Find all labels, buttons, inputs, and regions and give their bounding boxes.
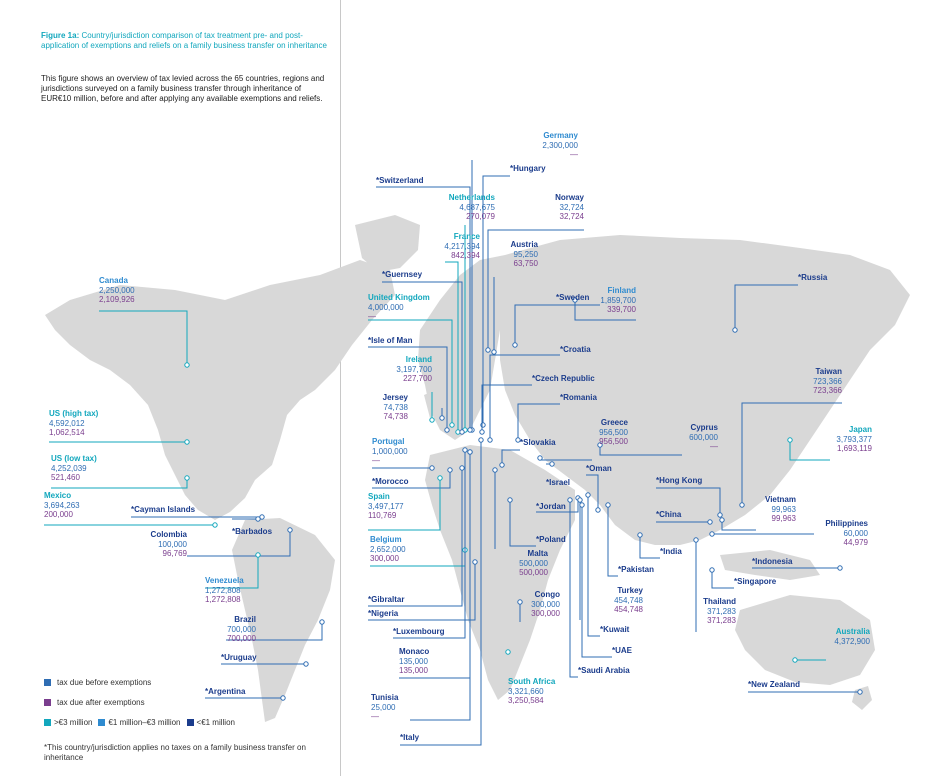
- country-name: *Uruguay: [221, 653, 257, 662]
- country-name: *Kuwait: [600, 625, 630, 634]
- country-label-us-high-tax: [49, 409, 98, 438]
- tax-after-value: 500,000: [519, 568, 548, 578]
- country-label-cayman-islands: [131, 505, 195, 515]
- country-label-oman: [586, 464, 612, 474]
- country-name: Japan: [848, 425, 872, 434]
- country-name: Turkey: [617, 586, 643, 595]
- figure-description: This figure shows an overview of tax levied across the 65 countries, regions and jurisdictions surveyed on a family business transfer through inheritance of EUR€10 million, before and after applying any available exemptions and reliefs.: [41, 74, 325, 103]
- country-name: United Kingdom: [368, 293, 430, 302]
- location-dot-pakistan: [606, 503, 610, 507]
- country-label-austria: [502, 240, 538, 269]
- tax-before-value: 723,366: [813, 376, 842, 386]
- location-dot-isle-of-man: [445, 428, 449, 432]
- location-dot-turkey: [578, 498, 582, 502]
- location-dot-luxembourg: [463, 448, 467, 452]
- location-dot-spain: [438, 476, 442, 480]
- tax-before-value: 2,652,000: [370, 544, 406, 554]
- tax-after-value: 135,000: [399, 666, 428, 676]
- location-dot-slovakia: [500, 463, 504, 467]
- tax-after-value: 110,769: [368, 511, 397, 521]
- country-name: France: [453, 232, 480, 241]
- country-label-spain: [368, 492, 404, 521]
- location-dot-guernsey: [460, 430, 464, 434]
- footnote: *This country/jurisdiction applies no taxes on a family business transfer on inheritance: [44, 743, 306, 762]
- tax-after-value: 44,979: [843, 538, 868, 548]
- tax-before-value: 4,000,000: [368, 302, 404, 312]
- tax-before-value: 4,592,012: [49, 418, 85, 428]
- country-name: *Israel: [546, 478, 571, 487]
- location-dot-uruguay: [304, 662, 308, 666]
- country-name: Venezuela: [205, 576, 244, 585]
- country-name: *Morocco: [372, 477, 409, 486]
- country-label-indonesia: [752, 557, 792, 567]
- tax-before-value: 700,000: [227, 624, 256, 634]
- country-label-uruguay: [221, 653, 257, 663]
- country-label-kuwait: [600, 625, 629, 635]
- legend-label-high: >€3 million: [54, 717, 93, 727]
- location-dot-ireland: [430, 418, 434, 422]
- tax-before-value: 4,217,394: [444, 241, 480, 251]
- country-name: South Africa: [508, 677, 556, 686]
- country-label-poland: [536, 535, 566, 545]
- location-dot-switzerland: [468, 428, 472, 432]
- location-dot-tunisia: [468, 450, 472, 454]
- tax-before-value: 956,500: [599, 427, 628, 437]
- country-name: Finland: [607, 286, 636, 295]
- tax-before-value: 3,497,177: [368, 501, 404, 511]
- country-label-portugal: [372, 437, 408, 466]
- tax-after-value: 454,748: [614, 605, 643, 615]
- tax-after-value: 1,693,119: [837, 444, 872, 454]
- country-label-india: [660, 547, 682, 557]
- tax-after-value: 3,250,584: [508, 696, 544, 706]
- location-dot-us-low-tax: [185, 476, 189, 480]
- country-label-tunisia: [371, 693, 398, 722]
- country-label-ireland: [370, 355, 432, 384]
- location-dot-poland: [508, 498, 512, 502]
- country-name: Portugal: [372, 437, 405, 446]
- legend-label-mid: €1 million–€3 million: [108, 717, 181, 727]
- tax-before-value: 1,000,000: [372, 446, 408, 456]
- legend-swatch-mid: [98, 719, 105, 726]
- location-dot-china: [708, 520, 712, 524]
- country-label-barbados: [232, 527, 272, 537]
- tax-after-value: 371,283: [707, 616, 736, 626]
- tax-after-value: 1,062,514: [49, 428, 85, 438]
- country-label-greece: [592, 418, 628, 447]
- country-label-nigeria: [368, 609, 398, 619]
- tax-before-value: 300,000: [531, 599, 560, 609]
- north-america-shape: [45, 260, 395, 520]
- country-name: *Indonesia: [752, 557, 793, 566]
- country-name: *Nigeria: [368, 609, 399, 618]
- legend-before: [44, 676, 241, 689]
- country-label-slovakia: [520, 438, 556, 448]
- tax-after-value: 300,000: [370, 554, 399, 564]
- location-dot-singapore: [710, 568, 714, 572]
- location-dot-venezuela: [256, 553, 260, 557]
- country-name: Tunisia: [371, 693, 399, 702]
- tax-before-value: 4,252,039: [51, 463, 87, 473]
- country-label-new-zealand: [748, 680, 800, 690]
- tax-before-value: 2,300,000: [542, 140, 578, 150]
- tax-after-value: 227,700: [403, 374, 432, 384]
- country-label-morocco: [372, 477, 408, 487]
- tax-before-value: 3,321,660: [508, 686, 544, 696]
- location-dot-norway: [486, 348, 490, 352]
- country-name: *Switzerland: [376, 176, 424, 185]
- country-label-israel: [546, 478, 570, 488]
- country-label-cyprus: [682, 423, 718, 452]
- country-label-thailand: [680, 597, 736, 626]
- country-label-china: [656, 510, 681, 520]
- country-name: *Argentina: [205, 687, 246, 696]
- location-dot-japan: [788, 438, 792, 442]
- country-label-germany: [478, 131, 578, 160]
- location-dot-croatia: [488, 438, 492, 442]
- figure-number: Figure 1a:: [41, 31, 80, 40]
- tax-after-value: 1,272,808: [205, 595, 241, 605]
- tax-before-value: 3,197,700: [396, 364, 432, 374]
- location-dot-brazil: [320, 620, 324, 624]
- country-name: Norway: [555, 193, 584, 202]
- location-dot-barbados: [256, 517, 260, 521]
- tax-before-value: 1,859,700: [600, 295, 636, 305]
- legend: [44, 676, 241, 728]
- tax-before-value: 454,748: [614, 595, 643, 605]
- legend-label-before: tax due before exemptions: [57, 678, 152, 687]
- country-label-france: [380, 232, 480, 261]
- location-dot-indonesia: [838, 566, 842, 570]
- tax-after-value: 300,000: [531, 609, 560, 619]
- location-dot-nigeria: [473, 560, 477, 564]
- location-dot-portugal: [430, 466, 434, 470]
- location-dot-thailand: [694, 538, 698, 542]
- country-label-turkey: [607, 586, 643, 615]
- country-name: *Poland: [536, 535, 566, 544]
- tax-before-value: 371,283: [707, 606, 736, 616]
- tax-before-value: 2,250,000: [99, 285, 135, 295]
- country-label-jordan: [536, 502, 566, 512]
- tax-after-value: 842,394: [451, 251, 480, 261]
- tax-after-value: 63,750: [513, 259, 538, 269]
- country-label-uae: [612, 646, 632, 656]
- location-dot-israel: [550, 462, 554, 466]
- legend-label-after: tax due after exemptions: [57, 698, 145, 707]
- country-name: US (low tax): [51, 454, 97, 463]
- tax-before-value: 95,250: [513, 249, 538, 259]
- tax-before-value: 60,000: [843, 528, 868, 538]
- country-name: *Saudi Arabia: [578, 666, 630, 675]
- country-name: *Oman: [586, 464, 612, 473]
- location-dot-hungary: [481, 423, 485, 427]
- country-name: *India: [660, 547, 682, 556]
- tax-after-value: 2,109,926: [99, 295, 135, 305]
- country-label-romania: [560, 393, 597, 403]
- country-label-czech-republic: [532, 374, 595, 384]
- country-name: *Sweden: [556, 293, 590, 302]
- leader-line-kuwait: [588, 495, 600, 636]
- tax-before-value: 25,000: [371, 702, 396, 712]
- location-dot-gibraltar: [460, 466, 464, 470]
- location-dot-united-kingdom: [450, 423, 454, 427]
- legend-swatch-before: [44, 679, 51, 686]
- country-label-switzerland: [376, 176, 424, 186]
- country-name: Malta: [527, 549, 548, 558]
- tax-after-value: 99,963: [771, 514, 796, 524]
- location-dot-morocco: [448, 468, 452, 472]
- location-dot-kuwait: [586, 493, 590, 497]
- country-name: *Italy: [400, 733, 420, 742]
- country-label-saudi-arabia: [578, 666, 630, 676]
- tax-after-value: 723,366: [813, 386, 842, 396]
- country-label-australia: [826, 627, 870, 646]
- new-zealand-shape: [852, 686, 872, 710]
- location-dot-philippines: [710, 532, 714, 536]
- country-label-isle-of-man: [368, 336, 412, 346]
- country-name: *Luxembourg: [393, 627, 445, 636]
- location-dot-argentina: [281, 696, 285, 700]
- country-label-malta: [512, 549, 548, 578]
- tax-after-value: —: [372, 456, 380, 466]
- country-name: *Barbados: [232, 527, 273, 536]
- country-label-norway: [544, 193, 584, 222]
- tax-before-value: 100,000: [158, 539, 187, 549]
- location-dot-canada: [185, 363, 189, 367]
- country-name: *Gibraltar: [368, 595, 405, 604]
- country-label-russia: [798, 273, 827, 283]
- tax-after-value: —: [710, 442, 718, 452]
- country-label-colombia: [141, 530, 187, 559]
- tax-after-value: 956,500: [599, 437, 628, 447]
- location-dot-hong-kong: [718, 513, 722, 517]
- location-dot-italy: [479, 438, 483, 442]
- country-name: Brazil: [234, 615, 256, 624]
- country-name: Spain: [368, 492, 390, 501]
- country-name: *Singapore: [734, 577, 777, 586]
- country-label-croatia: [560, 345, 591, 355]
- location-dot-russia: [733, 328, 737, 332]
- location-dot-mexico: [213, 523, 217, 527]
- location-dot-oman: [596, 508, 600, 512]
- country-name: Mexico: [44, 491, 72, 500]
- country-name: Jersey: [382, 393, 408, 402]
- country-name: Congo: [534, 590, 560, 599]
- tax-after-value: 700,000: [227, 634, 256, 644]
- location-dot-congo: [518, 600, 522, 604]
- country-label-japan: [828, 425, 872, 454]
- country-label-canada: [99, 276, 135, 305]
- country-name: Belgium: [370, 535, 402, 544]
- country-name: *Pakistan: [618, 565, 655, 574]
- country-name: *Guernsey: [382, 270, 423, 279]
- tax-before-value: 99,963: [771, 504, 796, 514]
- tax-before-value: 500,000: [519, 558, 548, 568]
- legend-swatch-low: [187, 719, 194, 726]
- country-name: Vietnam: [765, 495, 796, 504]
- country-name: *Hungary: [510, 164, 546, 173]
- country-label-brazil: [226, 615, 256, 644]
- location-dot-austria: [492, 350, 496, 354]
- country-label-vietnam: [756, 495, 796, 524]
- location-dot-uae: [580, 503, 584, 507]
- tax-after-value: 200,000: [44, 510, 73, 520]
- location-dot-us-high-tax: [185, 440, 189, 444]
- tax-before-value: 1,272,808: [205, 585, 241, 595]
- country-name: *Hong Kong: [656, 476, 703, 485]
- location-dot-taiwan: [740, 503, 744, 507]
- location-dot-new-zealand: [858, 690, 862, 694]
- tax-after-value: —: [371, 712, 379, 722]
- location-dot-greece: [538, 456, 542, 460]
- country-label-mexico: [44, 491, 80, 520]
- tax-after-value: 339,700: [607, 305, 636, 315]
- country-name: *Jordan: [536, 502, 566, 511]
- location-dot-saudi-arabia: [568, 498, 572, 502]
- country-label-finland: [600, 286, 636, 315]
- location-dot-south-africa: [506, 650, 510, 654]
- tax-before-value: 4,372,900: [834, 636, 870, 646]
- country-name: Monaco: [399, 647, 430, 656]
- location-dot-vietnam: [720, 518, 724, 522]
- tax-after-value: 32,724: [559, 212, 584, 222]
- tax-before-value: 32,724: [559, 202, 584, 212]
- country-label-italy: [400, 733, 419, 743]
- location-dot-jersey: [440, 416, 444, 420]
- country-label-hong-kong: [656, 476, 702, 486]
- tax-before-value: 600,000: [689, 432, 718, 442]
- country-name: Australia: [835, 627, 870, 636]
- country-label-us-low-tax: [51, 454, 97, 483]
- country-name: Philippines: [825, 519, 868, 528]
- tax-before-value: 74,738: [383, 402, 408, 412]
- country-name: Colombia: [150, 530, 187, 539]
- country-name: Ireland: [405, 355, 432, 364]
- tax-before-value: 3,694,263: [44, 500, 80, 510]
- tax-after-value: 270,079: [466, 212, 495, 222]
- location-dot-colombia: [288, 528, 292, 532]
- country-label-guernsey: [382, 270, 422, 280]
- country-label-philippines: [814, 519, 868, 548]
- country-name: *UAE: [612, 646, 633, 655]
- tax-before-value: 4,687,675: [459, 202, 495, 212]
- country-label-pakistan: [618, 565, 654, 575]
- leader-line-singapore: [712, 570, 734, 588]
- location-dot-czech-republic: [480, 430, 484, 434]
- land-masses: [45, 215, 910, 722]
- country-label-united-kingdom: [368, 293, 430, 322]
- country-label-jersey: [360, 393, 408, 422]
- country-label-luxembourg: [393, 627, 445, 637]
- country-label-belgium: [370, 535, 406, 564]
- location-dot-australia: [793, 658, 797, 662]
- legend-categories: [44, 716, 241, 728]
- country-name: Greece: [600, 418, 628, 427]
- legend-label-low: <€1 million: [196, 717, 235, 727]
- location-dot-malta: [493, 468, 497, 472]
- country-name: *Croatia: [560, 345, 591, 354]
- country-name: Germany: [543, 131, 578, 140]
- country-label-monaco: [399, 647, 429, 676]
- tax-before-value: 3,793,377: [836, 434, 872, 444]
- country-name: Cyprus: [690, 423, 718, 432]
- country-label-congo: [526, 590, 560, 619]
- country-name: *Romania: [560, 393, 597, 402]
- country-label-hungary: [510, 164, 546, 174]
- country-label-singapore: [734, 577, 776, 587]
- country-name: Taiwan: [815, 367, 842, 376]
- legend-after: [44, 696, 241, 709]
- tax-before-value: 135,000: [399, 656, 428, 666]
- country-name: US (high tax): [49, 409, 99, 418]
- country-name: *Isle of Man: [368, 336, 413, 345]
- country-name: *Slovakia: [520, 438, 556, 447]
- location-dot-sweden: [513, 343, 517, 347]
- country-label-venezuela: [205, 576, 244, 605]
- country-name: *Czech Republic: [532, 374, 595, 383]
- tax-after-value: —: [570, 150, 578, 160]
- tax-after-value: —: [368, 312, 376, 322]
- figure-title-text: Country/jurisdiction comparison of tax treatment pre- and post-application of exemptions and reliefs on a family business transfer on inheritance: [41, 31, 327, 50]
- country-name: Netherlands: [448, 193, 495, 202]
- country-label-netherlands: [395, 193, 495, 222]
- country-name: *China: [656, 510, 682, 519]
- country-name: Canada: [99, 276, 128, 285]
- country-label-gibraltar: [368, 595, 404, 605]
- tax-after-value: 74,738: [383, 412, 408, 422]
- country-label-sweden: [556, 293, 589, 303]
- country-label-south-africa: [508, 677, 555, 706]
- tax-after-value: 96,769: [162, 549, 187, 559]
- tax-after-value: 521,460: [51, 473, 80, 483]
- country-label-taiwan: [806, 367, 842, 396]
- country-name: Austria: [510, 240, 538, 249]
- location-dot-india: [638, 533, 642, 537]
- country-name: *Cayman Islands: [131, 505, 196, 514]
- country-name: *Russia: [798, 273, 828, 282]
- country-name: *New Zealand: [748, 680, 801, 689]
- legend-swatch-after: [44, 699, 51, 706]
- legend-swatch-high: [44, 719, 51, 726]
- country-name: Thailand: [703, 597, 736, 606]
